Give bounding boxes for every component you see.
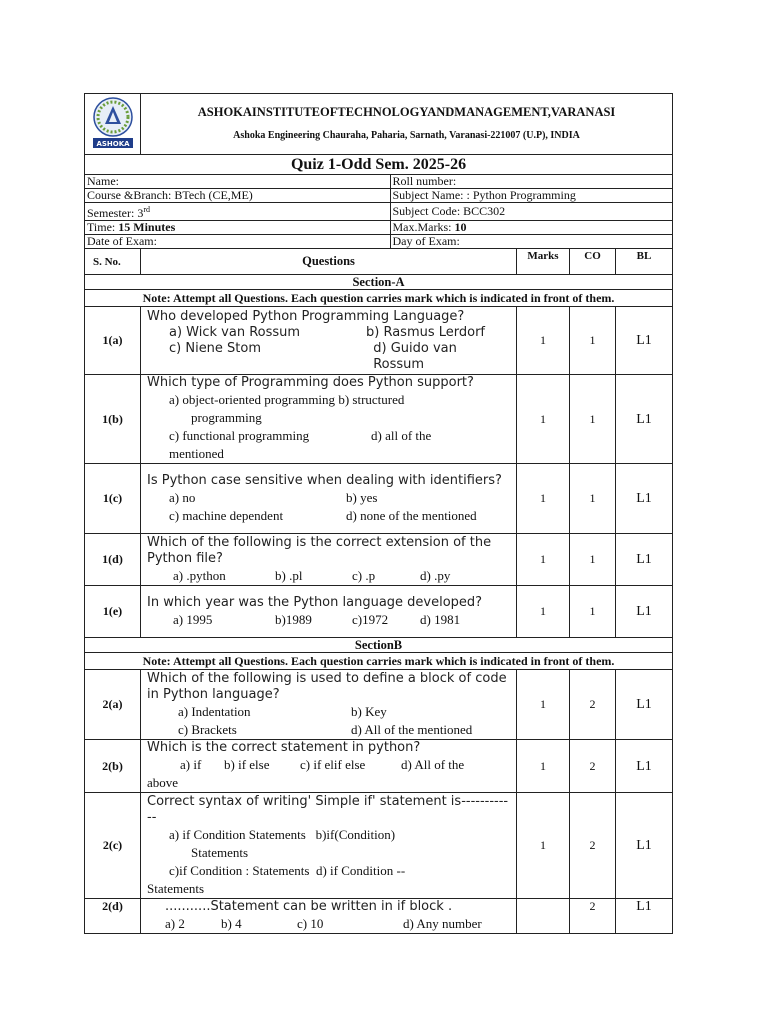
question-body	[141, 307, 517, 375]
question-body	[141, 793, 517, 899]
co-value: 1	[570, 534, 616, 586]
quiz-table	[84, 93, 673, 934]
options: a) .python b) .pl c) .p d) .py	[173, 567, 451, 583]
question-number: 1(a)	[85, 307, 141, 375]
course-branch: Course &Branch: BTech (CE,ME)	[85, 189, 390, 203]
question-number: 1(e)	[85, 586, 141, 638]
question-text: Which type of Programming does Python support?	[147, 375, 474, 390]
info-row	[85, 175, 673, 249]
semester: Semester: 3rd	[85, 203, 390, 221]
column-header-row	[85, 249, 673, 275]
marks-value: 1	[517, 670, 570, 740]
bl-value: L1	[616, 793, 673, 899]
sno-header: S. No.	[85, 249, 141, 275]
bl-header: BL	[616, 249, 673, 275]
marks-header: Marks	[517, 249, 570, 275]
co-value: 1	[570, 586, 616, 638]
day-of-exam: Day of Exam:	[390, 235, 672, 249]
quiz-title-row	[85, 155, 673, 175]
marks-value: 1	[517, 793, 570, 899]
co-value: 2	[570, 793, 616, 899]
bl-value: L1	[616, 534, 673, 586]
co-value: 2	[570, 899, 616, 934]
options: a) Indentation b) Key c) Brackets d) All of the mentioned	[178, 703, 473, 737]
bl-value: L1	[616, 464, 673, 534]
question-row	[85, 740, 673, 793]
options: a) no b) yes c) machine dependent d) none of the mentioned	[169, 489, 477, 523]
date-of-exam: Date of Exam:	[85, 235, 390, 249]
question-row	[85, 375, 673, 464]
logo-cell	[85, 94, 141, 155]
options: a) 2 b) 4 c) 10 d) Any number	[165, 916, 482, 931]
question-text: Which is the correct statement in python?	[147, 740, 421, 755]
section-b-note: Note: Attempt all Questions. Each question carries mark which is indicated in front of them.	[85, 653, 673, 670]
institute-address: Ashoka Engineering Chauraha, Paharia, Sarnath, Varanasi-221007 (U.P), INDIA	[233, 130, 580, 141]
options: a) if b) if else c) if elif else d) All of the above	[147, 757, 465, 790]
subject-name: Subject Name: : Python Programming	[390, 189, 672, 203]
section-a-note: Note: Attempt all Questions. Each question carries mark which is indicated in front of them.	[85, 290, 673, 307]
co-value: 1	[570, 307, 616, 375]
max-marks: Max.Marks: 10	[390, 221, 672, 235]
co-value: 2	[570, 670, 616, 740]
question-row	[85, 586, 673, 638]
question-body	[141, 534, 517, 586]
roll-number-field: Roll number:	[390, 175, 672, 189]
marks-value	[517, 899, 570, 934]
question-number: 2(a)	[85, 670, 141, 740]
question-number: 1(b)	[85, 375, 141, 464]
marks-value: 1	[517, 307, 570, 375]
options: a) object-oriented programming b) structured programming c) functional programming d) all of the mentioned	[169, 392, 432, 461]
question-body	[141, 670, 517, 740]
section-b-title: SectionB	[85, 638, 673, 653]
section-a-title: Section-A	[85, 275, 673, 290]
institute-cell	[141, 94, 673, 155]
marks-value: 1	[517, 534, 570, 586]
bl-value: L1	[616, 740, 673, 793]
info-table	[85, 175, 672, 248]
quiz-sheet	[84, 93, 672, 934]
question-text: In which year was the Python language developed?	[147, 594, 483, 610]
question-text: Is Python case sensitive when dealing with identifiers?	[147, 472, 502, 488]
options: a) Wick van Rossum b) Rasmus Lerdorf c) Niene Stom d) Guido van Rossum	[169, 324, 486, 372]
question-body	[141, 375, 517, 464]
logo-text: ASHOKA	[95, 140, 130, 148]
question-row	[85, 464, 673, 534]
question-row	[85, 670, 673, 740]
questions-header: Questions	[141, 249, 517, 275]
question-row	[85, 534, 673, 586]
question-body	[141, 586, 517, 638]
question-body	[141, 899, 517, 934]
co-value: 1	[570, 375, 616, 464]
co-value: 2	[570, 740, 616, 793]
marks-value: 1	[517, 740, 570, 793]
bl-value: L1	[616, 670, 673, 740]
marks-value: 1	[517, 586, 570, 638]
institute-name: ASHOKAINSTITUTEOFTECHNOLOGYANDMANAGEMENT,VARANASI	[197, 105, 616, 119]
bl-value: L1	[616, 586, 673, 638]
bl-value: L1	[616, 307, 673, 375]
quiz-title: Quiz 1-Odd Sem. 2025-26	[85, 155, 673, 175]
co-header: CO	[570, 249, 616, 275]
bl-value: L1	[616, 375, 673, 464]
question-number: 1(d)	[85, 534, 141, 586]
marks-value: 1	[517, 464, 570, 534]
question-row	[85, 899, 673, 934]
question-text: Which of the following is used to define a block of code in Python language?	[147, 670, 507, 702]
question-body	[141, 464, 517, 534]
question-number: 1(c)	[85, 464, 141, 534]
question-text: ...........Statement can be written in if block .	[165, 899, 453, 914]
institute-logo	[90, 96, 136, 148]
bl-value: L1	[616, 899, 673, 934]
name-field: Name:	[85, 175, 390, 189]
options: a) 1995 b)1989 c)1972 d) 1981	[173, 611, 461, 627]
question-number: 2(d)	[85, 899, 141, 934]
subject-code: Subject Code: BCC302	[390, 203, 672, 221]
question-number: 2(c)	[85, 793, 141, 899]
question-text: Correct syntax of writing' Simple if' statement is------------	[147, 793, 509, 825]
question-row	[85, 307, 673, 375]
question-row	[85, 793, 673, 899]
marks-value: 1	[517, 375, 570, 464]
co-value: 1	[570, 464, 616, 534]
header-row	[85, 94, 673, 155]
question-number: 2(b)	[85, 740, 141, 793]
question-text: Which of the following is the correct extension of the Python file?	[147, 534, 492, 566]
time: Time: 15 Minutes	[85, 221, 390, 235]
question-text: Who developed Python Programming Language?	[147, 308, 465, 324]
question-body	[141, 740, 517, 793]
options: a) if Condition Statements b)if(Condition) Statements c)if Condition : Statements d) if Condition -- Statements	[147, 826, 406, 896]
